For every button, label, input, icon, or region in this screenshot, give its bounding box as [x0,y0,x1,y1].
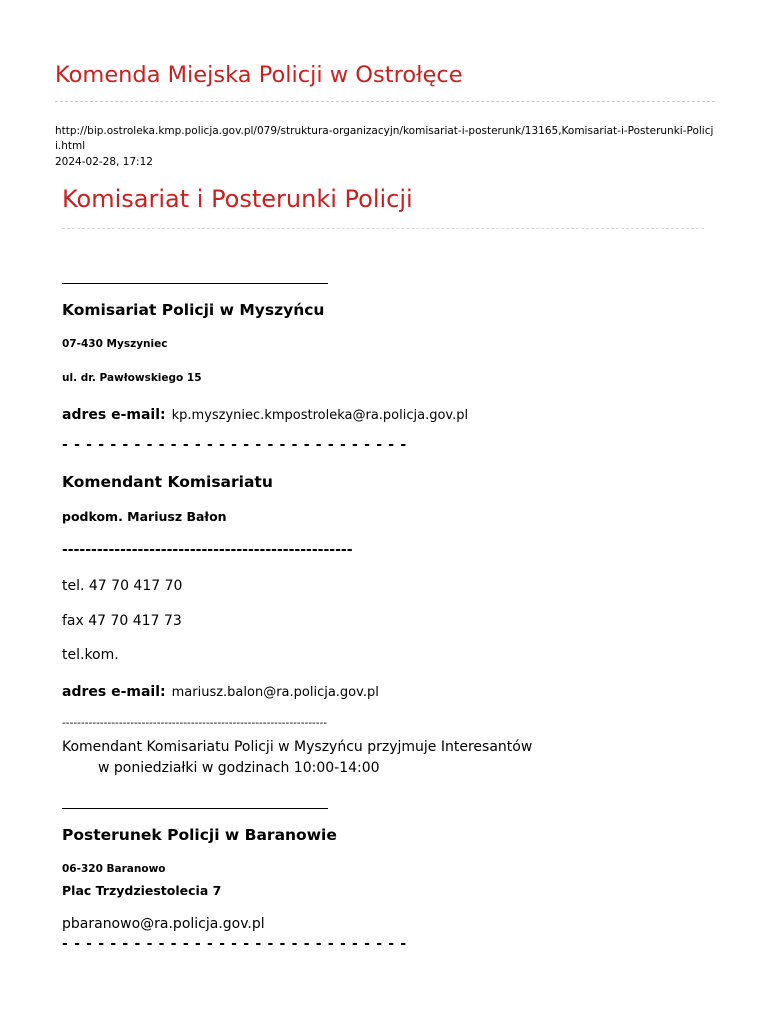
komendant-separator: -------------------------------------------------- [62,542,353,558]
komendant-person: podkom. Mariusz Bałon [62,509,227,524]
separator-dashes-1: - - - - - - - - - - - - - - - - - - - - - - - - - - - - - [62,437,407,453]
komisariat-email-label: adres e-mail: [62,407,166,423]
office-hours-line2: w poniedziałki w godzinach 10:00-14:00 [98,760,380,776]
komisariat-street: ul. dr. Pawłowskiego 15 [62,372,202,384]
posterunek-street: Plac Trzydziestolecia 7 [62,883,222,898]
komendant-email[interactable]: mariusz.balon@ra.policja.gov.pl [171,685,379,700]
publication-date: 2024-02-28, 17:12 [55,156,153,168]
posterunek-postcode: 06-320 Baranowo [62,863,166,875]
posterunek-email[interactable]: pbaranowo@ra.policja.gov.pl [62,916,265,932]
komendant-email-label: adres e-mail: [62,684,166,700]
posterunek-name: Posterunek Policji w Baranowie [62,826,337,844]
section-divider-komisariat [62,283,328,284]
komisariat-email[interactable]: kp.myszyniec.kmpostroleka@ra.policja.gov.pl [171,408,469,423]
komisariat-name: Komisariat Policji w Myszyńcu [62,301,325,319]
source-url: http://bip.ostroleka.kmp.policja.gov.pl/079/struktura-organizacyjn/komisariat-i-posterunk/13165,Komisariat-i-Posterunki-Policji.html [55,125,714,152]
title-divider [62,228,704,229]
site-title: Komenda Miejska Policji w Ostrołęce [55,62,463,88]
komisariat-postcode: 07-430 Myszyniec [62,338,168,350]
office-hours [62,737,582,779]
section-divider-posterunek [62,808,328,809]
komendant-tel: tel. 47 70 417 70 [62,578,183,594]
komendant-heading: Komendant Komisariatu [62,473,273,491]
header-divider [55,101,715,102]
article-title: Komisariat i Posterunki Policji [62,185,413,213]
komendant-telkom: tel.kom. [62,647,119,663]
separator-light: ---------------------------------------------------------------------- [62,717,328,729]
komendant-fax: fax 47 70 417 73 [62,613,182,629]
komendant-email-row [62,681,379,700]
komisariat-email-row [62,404,468,423]
separator-dashes-2: - - - - - - - - - - - - - - - - - - - - - - - - - - - - - [62,936,407,952]
office-hours-line1: Komendant Komisariatu Policji w Myszyńcu przyjmuje Interesantów [62,739,533,755]
